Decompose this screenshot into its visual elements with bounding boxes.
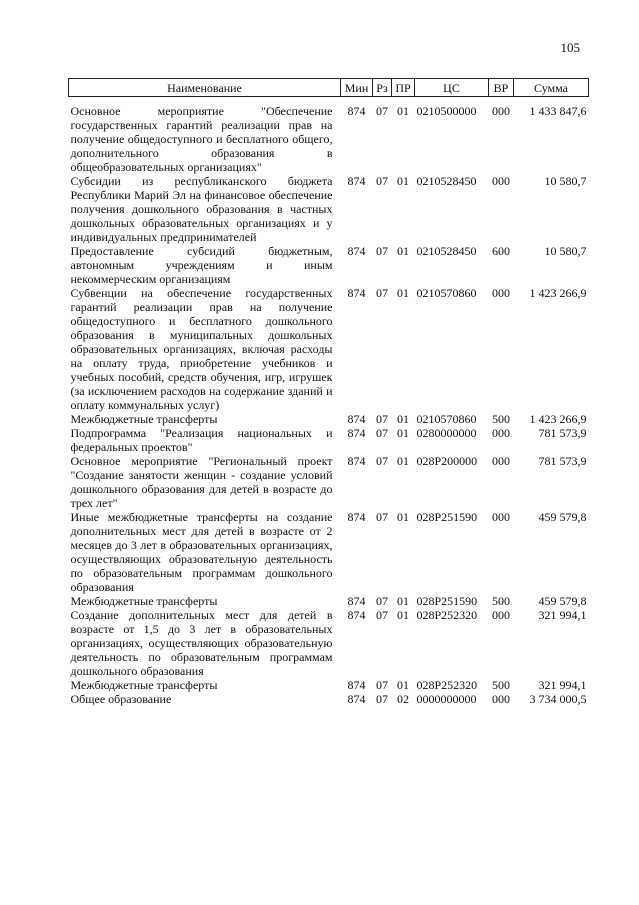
cell-sum: 781 573,9 [538, 426, 587, 440]
cell-cs: 0210528450 [416, 174, 477, 188]
table-row [69, 174, 589, 244]
cell-sum: 1 433 847,6 [529, 104, 587, 118]
cell-name: Подпрограмма "Реализация национальных и федеральных проектов" [70, 426, 333, 454]
cell-name: Субвенции на обеспечение государственных гарантий реализации прав на получение общедоступного и бесплатного дошкольного образования в муниципальных дошкольных образовательных организациях, включая расходы на оплату труда, приобретение учебников и учебных пособий, средств обучения, игр, игрушек (за исключением расходов на содержание зданий и оплату коммунальных услуг) [70, 286, 333, 412]
cell-cs: 028P251590 [416, 510, 478, 524]
cell-min: 874 [347, 244, 366, 258]
table-row [69, 692, 589, 706]
cell-pr: 01 [397, 426, 409, 440]
cell-sum: 1 423 266,9 [529, 412, 587, 426]
cell-rz: 07 [376, 454, 388, 468]
cell-rz: 07 [376, 608, 388, 622]
cell-cs: 0210528450 [416, 244, 477, 258]
table-row [69, 426, 589, 454]
cell-min: 874 [347, 608, 366, 622]
cell-min: 874 [347, 426, 366, 440]
cell-pr: 01 [397, 594, 409, 608]
cell-rz: 07 [376, 692, 388, 706]
cell-pr: 01 [397, 608, 409, 622]
cell-pr: 01 [397, 510, 409, 524]
cell-vr: 000 [492, 426, 510, 440]
header-sum: Сумма [514, 79, 589, 97]
cell-sum: 459 579,8 [538, 510, 587, 524]
cell-min: 874 [347, 510, 366, 524]
cell-cs: 028P200000 [416, 454, 478, 468]
cell-cs: 028P252320 [416, 608, 478, 622]
cell-min: 874 [347, 286, 366, 300]
cell-sum: 321 994,1 [538, 608, 587, 622]
cell-vr: 000 [492, 104, 510, 118]
cell-min: 874 [347, 678, 366, 692]
budget-table [68, 78, 589, 706]
cell-name: Предоставление субсидий бюджетным, автономным учреждениям и иным некоммерческим организациям [70, 244, 333, 286]
header-name: Наименование [69, 79, 341, 97]
cell-rz: 07 [376, 412, 388, 426]
cell-cs: 028P252320 [416, 678, 478, 692]
table-row [69, 608, 589, 678]
cell-sum: 1 423 266,9 [529, 286, 587, 300]
header-vr: ВР [489, 79, 514, 97]
cell-rz: 07 [376, 174, 388, 188]
table-row [69, 97, 589, 175]
cell-min: 874 [347, 174, 366, 188]
cell-vr: 000 [492, 608, 510, 622]
cell-vr: 000 [492, 174, 510, 188]
table-row [69, 244, 589, 286]
cell-name: Основное мероприятие "Обеспечение государственных гарантий реализации прав на получение общедоступного и бесплатного общего, дополнительного образования в общеобразовательных организациях" [70, 104, 333, 174]
cell-min: 874 [347, 104, 366, 118]
cell-pr: 01 [397, 454, 409, 468]
cell-name: Межбюджетные трансферты [70, 678, 218, 692]
cell-sum: 459 579,8 [538, 594, 587, 608]
header-cs: ЦС [415, 79, 489, 97]
page-number: 105 [560, 40, 580, 55]
cell-vr: 600 [492, 244, 510, 258]
cell-rz: 07 [376, 426, 388, 440]
cell-sum: 10 580,7 [544, 244, 587, 258]
table-row [69, 454, 589, 510]
cell-pr: 01 [397, 412, 409, 426]
cell-vr: 000 [492, 454, 510, 468]
table-row [69, 412, 589, 426]
cell-min: 874 [347, 594, 366, 608]
cell-vr: 500 [492, 594, 510, 608]
cell-vr: 500 [492, 678, 510, 692]
cell-rz: 07 [376, 594, 388, 608]
table-row [69, 678, 589, 692]
cell-pr: 01 [397, 678, 409, 692]
cell-min: 874 [347, 692, 366, 706]
cell-pr: 01 [397, 104, 409, 118]
cell-pr: 01 [397, 174, 409, 188]
cell-cs: 0210570860 [416, 286, 477, 300]
cell-sum: 321 994,1 [538, 678, 587, 692]
cell-rz: 07 [376, 286, 388, 300]
table-row [69, 286, 589, 412]
header-pr: ПР [392, 79, 415, 97]
cell-name: Общее образование [70, 692, 172, 706]
cell-pr: 01 [397, 286, 409, 300]
table-header-row [69, 79, 589, 97]
cell-sum: 781 573,9 [538, 454, 587, 468]
cell-name: Основное мероприятие "Региональный проект "Создание занятости женщин - создание условий дошкольного образования для детей в возрасте до трех лет" [70, 454, 333, 510]
cell-min: 874 [347, 412, 366, 426]
cell-vr: 000 [492, 286, 510, 300]
cell-cs: 0210570860 [416, 412, 477, 426]
cell-sum: 3 734 000,5 [529, 692, 587, 706]
cell-rz: 07 [376, 510, 388, 524]
cell-pr: 01 [397, 244, 409, 258]
header-min: Мин [341, 79, 373, 97]
cell-name: Создание дополнительных мест для детей в возрасте от 1,5 до 3 лет в образовательных организациях, осуществляющих образовательную деятельность по образовательным программам дошкольного образования [70, 608, 333, 678]
header-rz: Рз [373, 79, 392, 97]
cell-pr: 02 [397, 692, 409, 706]
table-row [69, 594, 589, 608]
table-row [69, 510, 589, 594]
cell-rz: 07 [376, 244, 388, 258]
cell-sum: 10 580,7 [544, 174, 587, 188]
cell-min: 874 [347, 454, 366, 468]
cell-rz: 07 [376, 104, 388, 118]
cell-rz: 07 [376, 678, 388, 692]
cell-name: Межбюджетные трансферты [70, 594, 218, 608]
cell-vr: 000 [492, 510, 510, 524]
cell-cs: 0280000000 [416, 426, 477, 440]
cell-vr: 500 [492, 412, 510, 426]
cell-vr: 000 [492, 692, 510, 706]
cell-cs: 0000000000 [416, 692, 477, 706]
cell-cs: 028P251590 [416, 594, 478, 608]
cell-cs: 0210500000 [416, 104, 477, 118]
cell-name: Межбюджетные трансферты [70, 412, 218, 426]
cell-name: Иные межбюджетные трансферты на создание дополнительных мест для детей в возрасте от 2 месяцев до 3 лет в образовательных организациях, осуществляющих образовательную деятельность по образовательным программам дошкольного образования [70, 510, 333, 594]
cell-name: Субсидии из республиканского бюджета Республики Марий Эл на финансовое обеспечение получения дошкольного образования в частных дошкольных образовательных организациях и у индивидуальных предпринимателей [70, 174, 333, 244]
